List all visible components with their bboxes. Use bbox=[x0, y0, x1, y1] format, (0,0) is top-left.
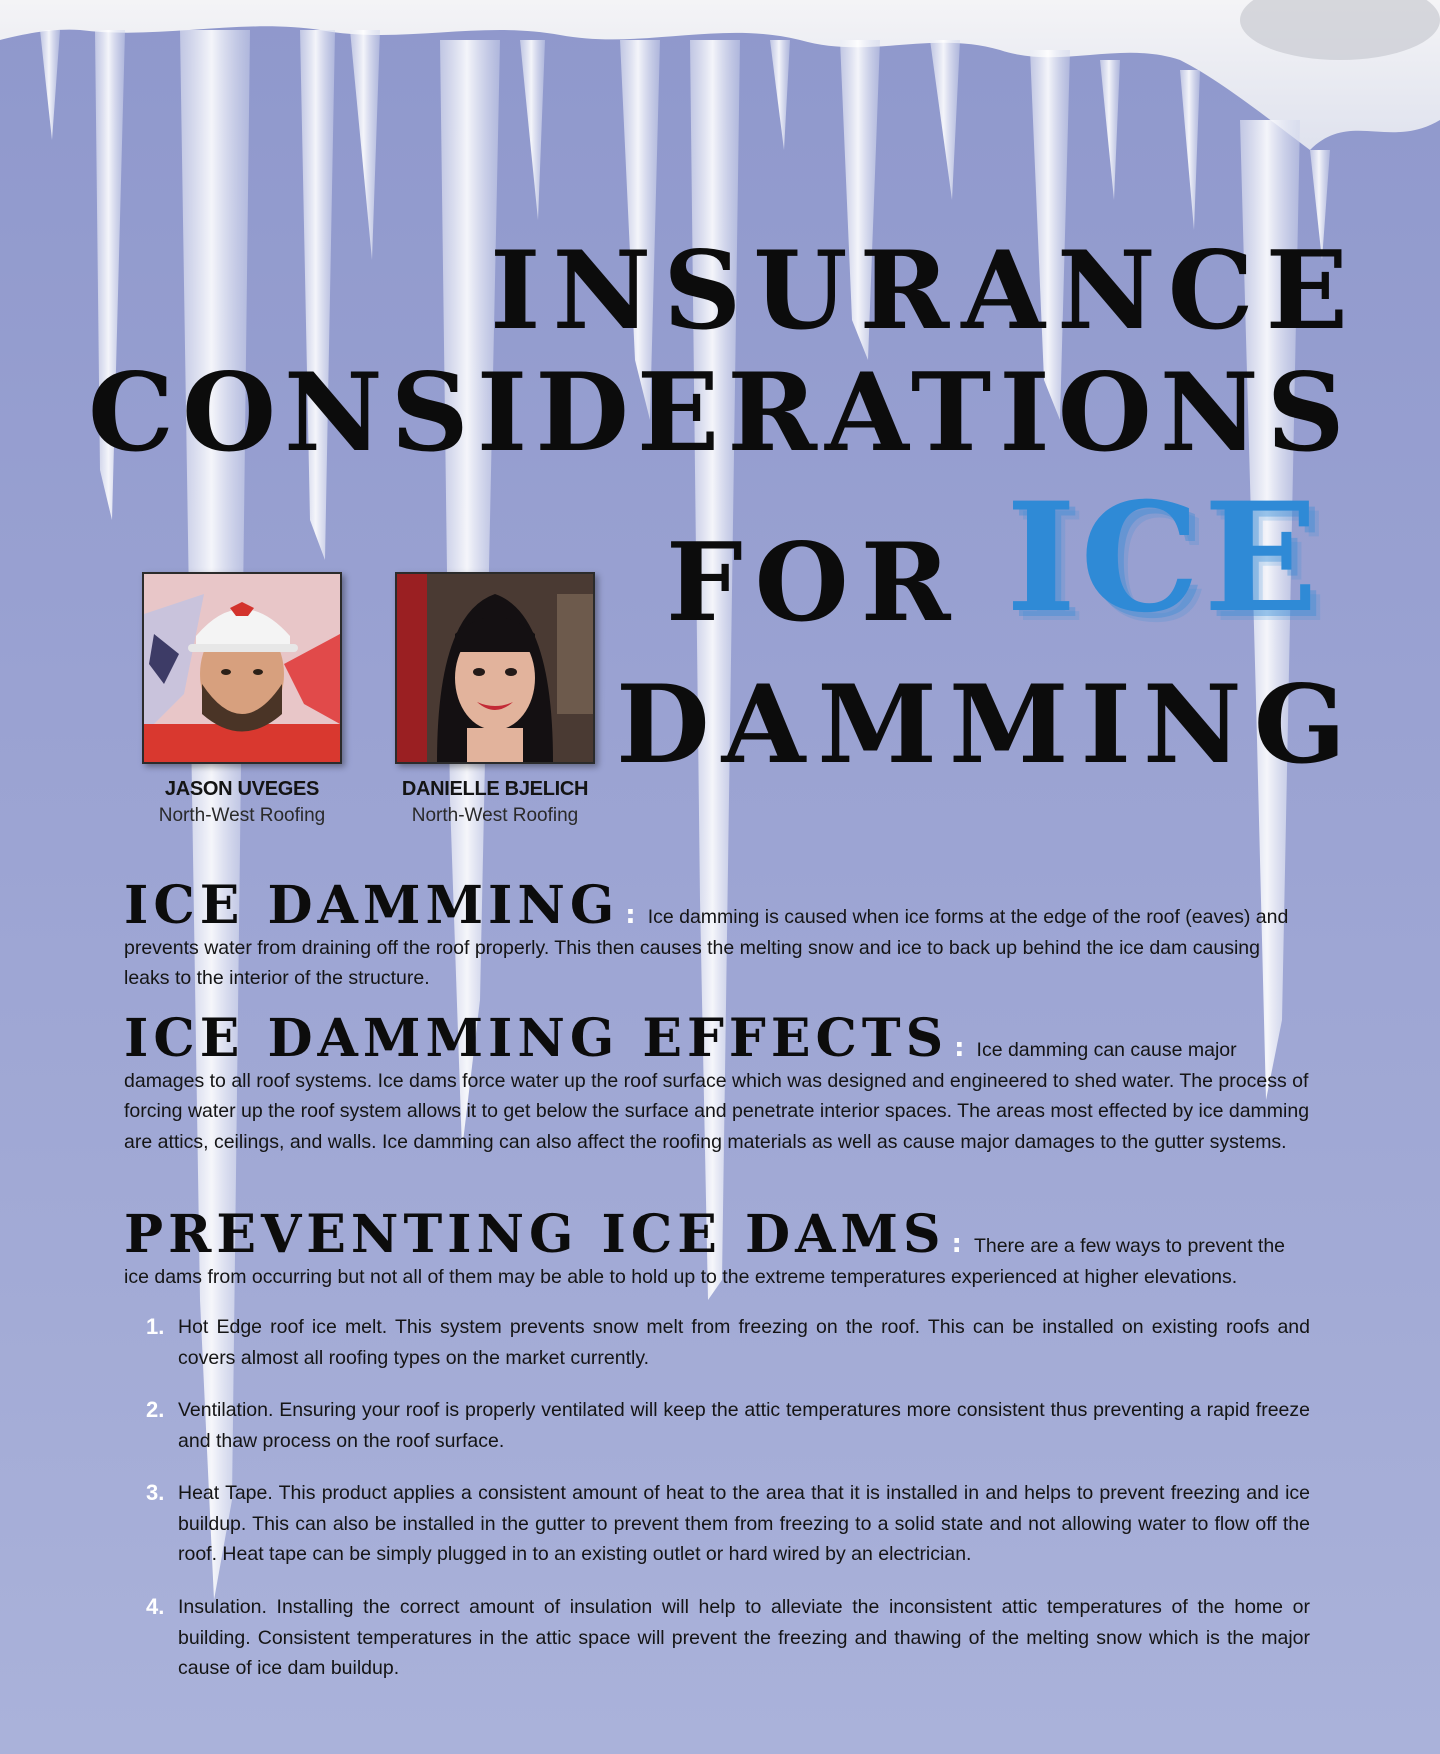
author-photo-danielle bbox=[395, 572, 595, 764]
author-name-jason: JASON UVEGES bbox=[164, 778, 320, 800]
author-org-jason: North-West Roofing bbox=[158, 805, 326, 826]
list-text: Hot Edge roof ice melt. This system prevents snow melt from freezing on the roof. This can be installed on existing roofs and covers almost all roofing types on the market currently. bbox=[178, 1316, 1310, 1369]
heading-colon: : bbox=[951, 1229, 962, 1259]
list-number: 4. bbox=[146, 1594, 165, 1619]
section-heading: ICE DAMMING bbox=[124, 875, 620, 936]
section-heading: PREVENTING ICE DAMS bbox=[124, 1204, 946, 1265]
title-line-damming: DAMMING bbox=[615, 662, 1358, 788]
heading-colon: : bbox=[625, 900, 636, 930]
title-line-considerations: CONSIDERATIONS bbox=[88, 350, 1353, 476]
list-item bbox=[124, 1592, 1310, 1684]
author-org-danielle: North-West Roofing bbox=[411, 805, 579, 826]
title-line-for: FOR bbox=[666, 520, 963, 646]
list-number: 2. bbox=[146, 1397, 165, 1422]
list-text: Ventilation. Ensuring your roof is properly ventilated will keep the attic temperatures more consistent thus preventing a rapid freeze and thaw process on the roof surface. bbox=[178, 1399, 1310, 1452]
author-name-danielle: DANIELLE BJELICH bbox=[401, 778, 589, 800]
author-photo-jason bbox=[142, 572, 342, 764]
list-item bbox=[124, 1478, 1310, 1570]
section-ice-damming-effects bbox=[124, 1008, 1310, 1157]
list-number: 3. bbox=[146, 1480, 165, 1505]
list-text: Heat Tape. This product applies a consistent amount of heat to the area that it is installed in and helps to prevent freezing and ice buildup. This can also be installed in the gutter to prevent them from freezing to a solid state and not allowing water to flow off the roof. Heat tape can be simply plugged in to an existing outlet or hard wired by an electrician. bbox=[178, 1482, 1310, 1565]
section-heading: ICE DAMMING EFFECTS bbox=[124, 1008, 949, 1069]
list-number: 1. bbox=[146, 1314, 165, 1339]
section-text: There are a few ways to prevent the ice dams from occurring but not all of them may be able to hold up to the extreme temperatures experienced at higher elevations. bbox=[124, 1235, 1286, 1288]
list-item bbox=[124, 1312, 1310, 1373]
list-item bbox=[124, 1395, 1310, 1456]
section-text: Ice damming is caused when ice forms at the edge of the roof (eaves) and prevents water from draining off the roof properly. This then causes the melting snow and ice to back up behind the ice dam causing leaks to the interior of the structure. bbox=[124, 906, 1289, 989]
title-line-insurance: INSURANCE bbox=[490, 228, 1360, 354]
author-card-jason bbox=[142, 572, 342, 827]
section-ice-damming bbox=[124, 875, 1310, 994]
man-portrait-icon bbox=[144, 574, 340, 762]
section-preventing-ice-dams bbox=[124, 1204, 1310, 1292]
woman-portrait-icon bbox=[397, 574, 593, 762]
list-text: Insulation. Installing the correct amount of insulation will help to alleviate the inconsistent attic temperatures of the home or building. Consistent temperatures in the attic space will prevent the freezing and thawing of the melting snow which is the major cause of ice dam buildup. bbox=[178, 1596, 1310, 1679]
section-text: Ice damming can cause major damages to all roof systems. Ice dams force water up the roof surface which was designed and engineered to shed water. The process of forcing water up the roof system allows it to get below the surface and penetrate interior spaces. The areas most effected by ice damming are attics, ceilings, and walls. Ice damming can also affect the roofing materials as well as cause major damages to the gutter systems. bbox=[124, 1039, 1310, 1153]
heading-colon: : bbox=[954, 1033, 965, 1063]
author-card-danielle bbox=[395, 572, 595, 827]
title-highlight-ice: ICE bbox=[1006, 470, 1322, 646]
